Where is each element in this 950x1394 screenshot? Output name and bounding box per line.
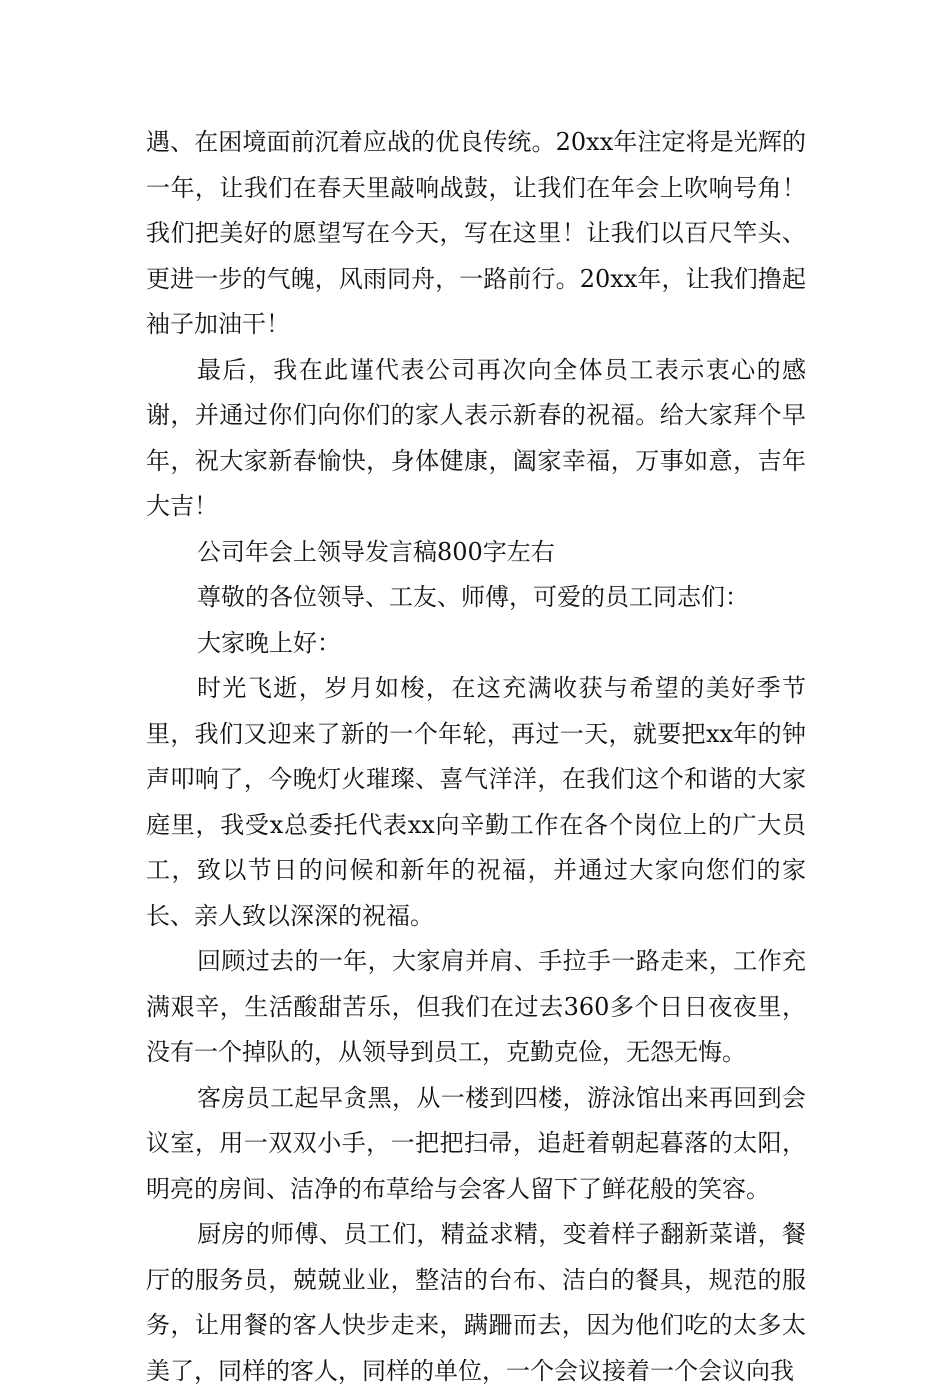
document-body <box>146 120 806 1394</box>
paragraph-closing-thanks: 最后，我在此谨代表公司再次向全体员工表示衷心的感谢，并通过你们向你们的家人表示新春的祝福。给大家拜个早年，祝大家新春愉快，身体健康，阖家幸福，万事如意，吉年大吉！ <box>146 355 806 520</box>
paragraph-housekeeping: 客房员工起早贪黑，从一楼到四楼，游泳馆出来再回到会议室，用一双双小手，一把把扫帚，追赶着朝起暮落的太阳，明亮的房间、洁净的布草给与会客人留下了鲜花般的笑容。 <box>146 1083 806 1203</box>
paragraph-kitchen: 厨房的师傅、员工们，精益求精，变着样子翻新菜谱，餐厅的服务员，兢兢业业，整洁的台布、洁白的餐具，规范的服务，让用餐的客人快步走来，蹒跚而去，因为他们吃的太多太美了，同样的客人，同样的单位，一个会议接着一个会议向我 <box>146 1220 806 1385</box>
paragraph-time-flies: 时光飞逝，岁月如梭，在这充满收获与希望的美好季节里，我们又迎来了新的一个年轮，再过一天，就要把xx年的钟声叩响了，今晚灯火璀璨、喜气洋洋，在我们这个和谐的大家庭里，我受x总委托代表xx向辛勤工作在各个岗位上的广大员工，致以节日的问候和新年的祝福，并通过大家向您们的家长、亲人致以深深的祝福。 <box>146 674 806 930</box>
speech-title: 公司年会上领导发言稿800字左右 <box>197 537 555 566</box>
paragraph-review: 回顾过去的一年，大家肩并肩、手拉手一路走来，工作充满艰辛，生活酸甜苦乐，但我们在过去360多个日日夜夜里，没有一个掉队的，从领导到员工，克勤克俭，无怨无悔。 <box>146 947 806 1066</box>
salutation: 尊敬的各位领导、工友、师傅，可爱的员工同志们： <box>197 583 749 611</box>
paragraph-continuation: 遇、在困境面前沉着应战的优良传统。20xx年注定将是光辉的一年，让我们在春天里敲响战鼓，让我们在年会上吹响号角！我们把美好的愿望写在今天，写在这里！让我们以百尺竿头、更进一步的气魄，风雨同舟，一路前行。20xx年，让我们撸起袖子加油干！ <box>146 128 806 338</box>
greeting: 大家晚上好： <box>197 628 341 657</box>
